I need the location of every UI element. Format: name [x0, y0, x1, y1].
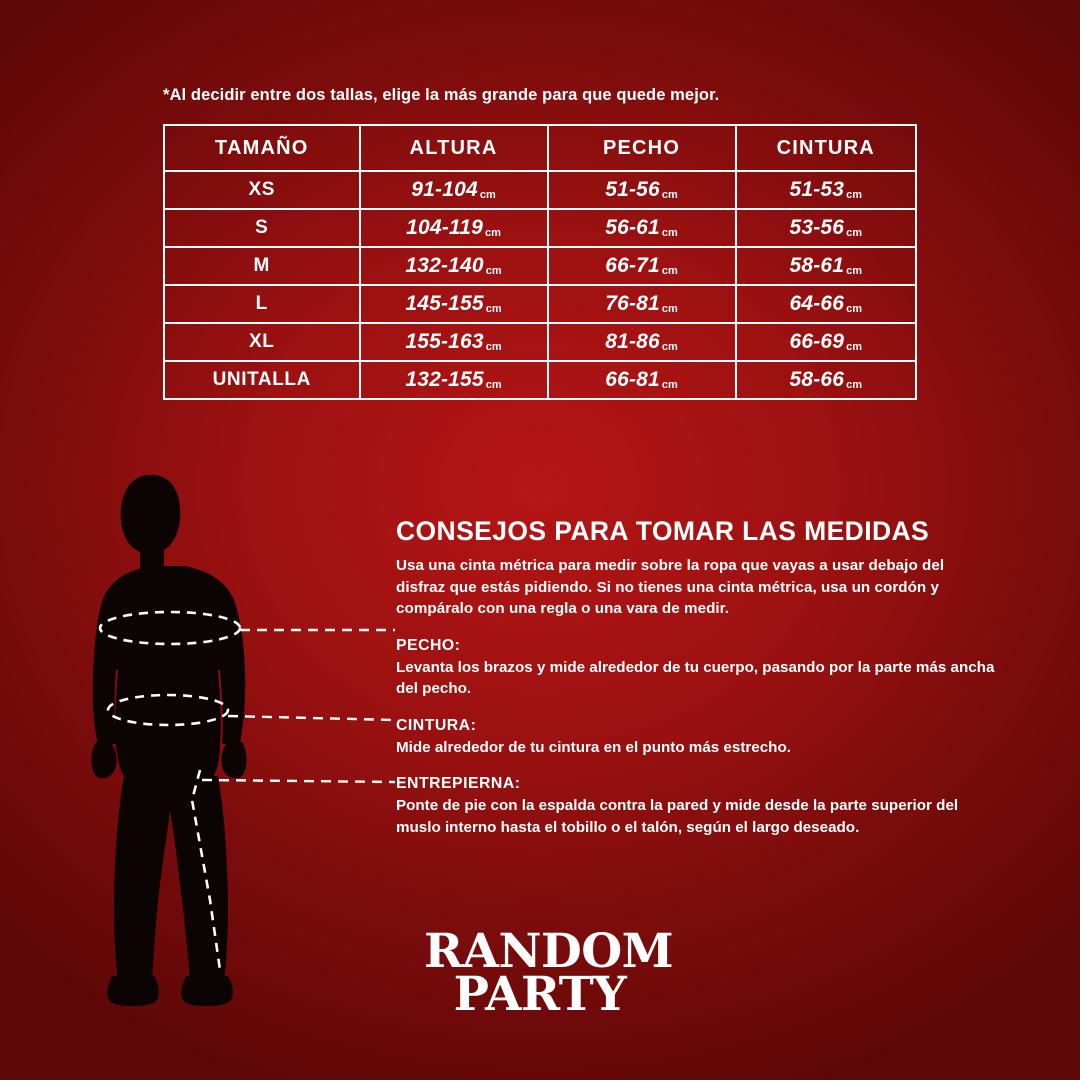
- cell-waist: 64-66 cm: [736, 285, 916, 323]
- cell-height: 132-155 cm: [360, 361, 548, 399]
- cell-size: UNITALLA: [164, 361, 360, 399]
- cell-size: L: [164, 285, 360, 323]
- tip-chest-label: PECHO:: [396, 636, 461, 654]
- unit-label: cm: [661, 303, 678, 315]
- cell-waist: 51-53 cm: [736, 171, 916, 209]
- unit-label: cm: [846, 227, 863, 239]
- waist-leader-line: [228, 716, 395, 720]
- cell-waist: 58-61 cm: [736, 247, 916, 285]
- measurement-tips: [396, 516, 996, 839]
- unit-label: cm: [846, 341, 863, 353]
- tip-waist-label: CINTURA:: [396, 716, 477, 734]
- unit-label: cm: [485, 379, 502, 391]
- unit-label: cm: [485, 227, 501, 239]
- table-row: [164, 323, 916, 361]
- unit-label: cm: [846, 303, 863, 315]
- size-table: [163, 124, 917, 400]
- cell-size: XL: [164, 323, 360, 361]
- table-row: [164, 361, 916, 399]
- cell-size: M: [164, 247, 360, 285]
- unit-label: cm: [661, 341, 678, 353]
- brand-logo-line2: PARTY: [453, 967, 627, 1023]
- cell-height: 91-104 cm: [360, 171, 548, 209]
- silhouette-illustration: [60, 470, 400, 1030]
- inseam-leader-line: [202, 780, 395, 782]
- cell-waist: 53-56 cm: [736, 209, 916, 247]
- cell-chest: 66-71 cm: [548, 247, 736, 285]
- unit-label: cm: [661, 189, 678, 201]
- cell-chest: 56-61 cm: [548, 209, 736, 247]
- cell-waist: 58-66 cm: [736, 361, 916, 399]
- body-silhouette: [92, 475, 247, 1006]
- brand-logo-line1: RANDOM: [424, 924, 674, 979]
- column-header-height: ALTURA: [360, 125, 548, 171]
- unit-label: cm: [661, 227, 678, 239]
- cell-chest: 81-86 cm: [548, 323, 736, 361]
- unit-label: cm: [846, 265, 863, 277]
- measurement-figure: [60, 470, 390, 1030]
- table-header-row: [164, 125, 916, 171]
- cell-size: XS: [164, 171, 360, 209]
- unit-label: cm: [846, 379, 863, 391]
- cell-height: 145-155 cm: [360, 285, 548, 323]
- table-row: [164, 285, 916, 323]
- tips-title: CONSEJOS PARA TOMAR LAS MEDIDAS: [396, 516, 930, 546]
- tip-waist: [396, 717, 996, 759]
- size-table-container: [163, 124, 917, 400]
- column-header-waist: CINTURA: [736, 125, 916, 171]
- cell-height: 132-140 cm: [360, 247, 548, 285]
- table-row: [164, 171, 916, 209]
- tip-chest-body: Levanta los brazos y mide alrededor de tu cuerpo, pasando por la parte más ancha del pecho.: [396, 658, 995, 698]
- unit-label: cm: [479, 189, 496, 201]
- cell-height: 155-163 cm: [360, 323, 548, 361]
- tip-chest: [396, 637, 996, 700]
- unit-label: cm: [485, 341, 502, 353]
- unit-label: cm: [485, 265, 502, 277]
- column-header-chest: PECHO: [548, 125, 736, 171]
- brand-logo: [424, 924, 674, 1023]
- table-row: [164, 209, 916, 247]
- unit-label: cm: [846, 189, 863, 201]
- cell-waist: 66-69 cm: [736, 323, 916, 361]
- tip-inseam-label: ENTREPIERNA:: [396, 775, 521, 793]
- cell-chest: 51-56 cm: [548, 171, 736, 209]
- column-header-size: TAMAÑO: [164, 125, 360, 171]
- size-note: *Al decidir entre dos tallas, elige la más grande para que quede mejor.: [163, 86, 720, 104]
- tip-inseam: [396, 775, 996, 838]
- table-row: [164, 247, 916, 285]
- cell-height: 104-119 cm: [360, 209, 548, 247]
- cell-chest: 66-81 cm: [548, 361, 736, 399]
- tips-intro: Usa una cinta métrica para medir sobre la ropa que vayas a usar debajo del disfraz que estás pidiendo. Si no tienes una cinta métrica, usa un cordón y compáralo con una regla o una vara de medir.: [396, 557, 945, 618]
- unit-label: cm: [661, 379, 678, 391]
- unit-label: cm: [661, 265, 678, 277]
- cell-size: S: [164, 209, 360, 247]
- tip-inseam-body: Ponte de pie con la espalda contra la pared y mide desde la parte superior del muslo interno hasta el tobillo o el talón, según el largo deseado.: [396, 797, 959, 837]
- cell-chest: 76-81 cm: [548, 285, 736, 323]
- unit-label: cm: [485, 303, 502, 315]
- tip-waist-body: Mide alrededor de tu cintura en el punto más estrecho.: [396, 738, 791, 756]
